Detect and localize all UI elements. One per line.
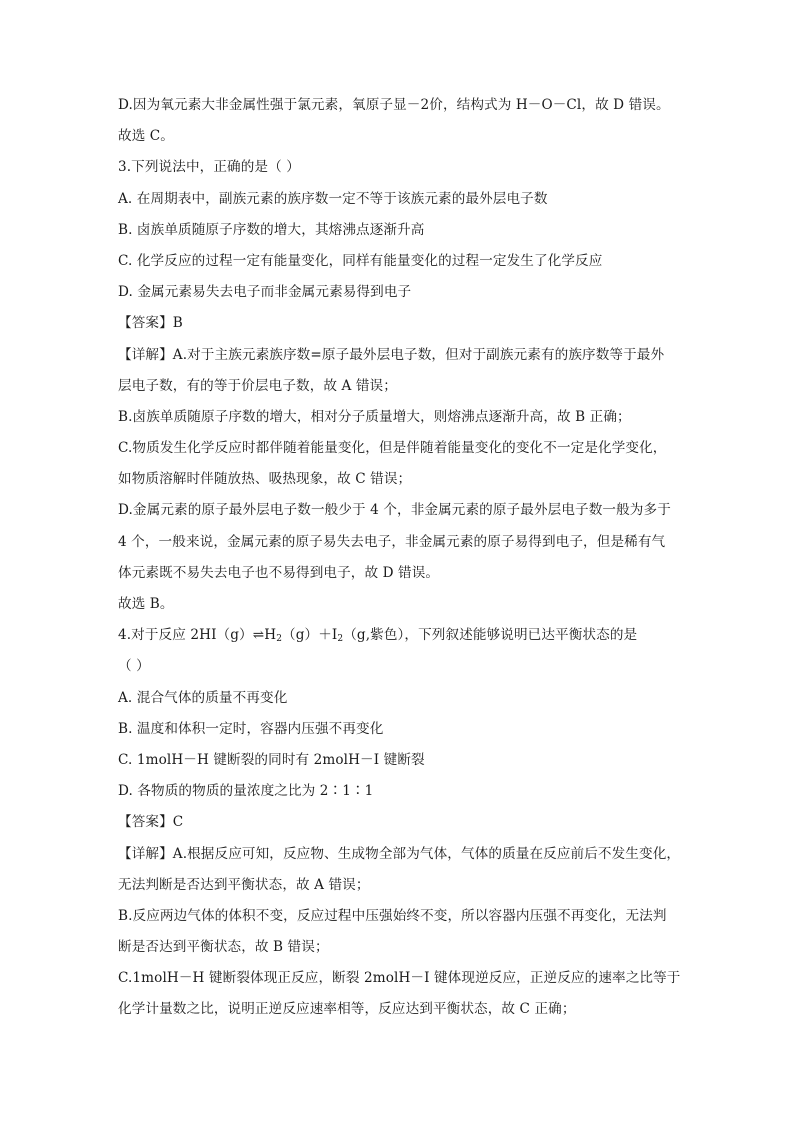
q4-prefix: 4.对于反应 2HI（g）	[118, 627, 253, 644]
option-d: D. 各物质的物质的量浓度之比为 2∶1∶1	[118, 783, 374, 800]
conclusion-line: 故选 B。	[118, 596, 174, 612]
equilibrium-arrow-icon: ⇌	[252, 627, 265, 644]
option-b: B. 卤族单质随原子序数的增大，其熔沸点逐渐升高	[118, 221, 425, 238]
explanation-line: B.反应两边气体的体积不变，反应过程中压强始终不变，所以容器内压强不再变化，无法判	[118, 907, 667, 924]
q4-h: H	[264, 627, 277, 644]
text-line: 故选 C。	[118, 128, 175, 145]
explanation-line: 化学计量数之比，说明正逆反应速率相等，反应达到平衡状态，故 C 正确；	[118, 1001, 576, 1018]
answer-label: 【答案】C	[118, 814, 184, 831]
explanation-line: 无法判断是否达到平衡状态，故 A 错误；	[118, 876, 370, 893]
q4-h-sub: 2	[276, 634, 283, 645]
explanation-line: B.卤族单质随原子序数的增大，相对分子质量增大，则熔沸点逐渐升高，故 B 正确；	[118, 408, 631, 425]
option-b: B. 温度和体积一定时，容器内压强不再变化	[118, 720, 384, 737]
question-4-stem	[118, 628, 678, 643]
explanation-line: 断是否达到平衡状态，故 B 错误；	[118, 939, 329, 956]
explanation-line: 层电子数，有的等于价层电子数，故 A 错误；	[118, 377, 397, 394]
explanation-line: 【详解】A.根据反应可知，反应物、生成物全部为气体，气体的质量在反应前后不发生变化，	[118, 845, 681, 862]
option-c: C. 1molH－H 键断裂的同时有 2molH－I 键断裂	[118, 751, 425, 768]
answer-label: 【答案】B	[118, 315, 183, 332]
q4-i-sub: 2	[337, 634, 344, 645]
question-3-stem: 3.下列说法中，正确的是（ ）	[118, 159, 300, 176]
option-a: A. 混合气体的质量不再变化	[118, 689, 288, 706]
text-line: D.因为氧元素大非金属性强于氯元素，氧原子显－2价，结构式为 H－O－Cl，故 D 错误。	[118, 97, 670, 113]
explanation-line: 如物质溶解时伴随放热、吸热现象，故 C 错误；	[118, 471, 412, 488]
explanation-line: C.物质发生化学反应时都伴随着能量变化，但是伴随着能量变化的变化不一定是化学变化，	[118, 440, 667, 457]
explanation-line: 4 个，一般来说，金属元素的原子易失去电子，非金属元素的原子易得到电子，但是稀有气	[118, 533, 666, 550]
option-d: D. 金属元素易失去电子而非金属元素易得到电子	[118, 284, 412, 301]
q4-suffix: （g,紫色），下列叙述能够说明已达平衡状态的是	[343, 627, 638, 644]
document-page	[118, 97, 681, 1034]
explanation-line: D.金属元素的原子最外层电子数一般少于 4 个，非金属元素的原子最外层电子数一般为多于	[118, 502, 671, 519]
explanation-line: 【详解】A.对于主族元素族序数=原子最外层电子数，但对于副族元素有的族序数等于最外	[118, 346, 665, 363]
explanation-line: C.1molH－H 键断裂体现正反应，断裂 2molH－I 键体现逆反应，正逆反应的速率之比等于	[118, 970, 681, 987]
option-a: A. 在周期表中，副族元素的族序数一定不等于该族元素的最外层电子数	[118, 190, 548, 207]
explanation-line: 体元素既不易失去电子也不易得到电子，故 D 错误。	[118, 564, 440, 581]
question-4-bracket: （ ）	[118, 658, 150, 675]
option-c: C. 化学反应的过程一定有能量变化，同样有能量变化的过程一定发生了化学反应	[118, 252, 603, 269]
q4-mid: （g）＋I	[282, 627, 338, 644]
